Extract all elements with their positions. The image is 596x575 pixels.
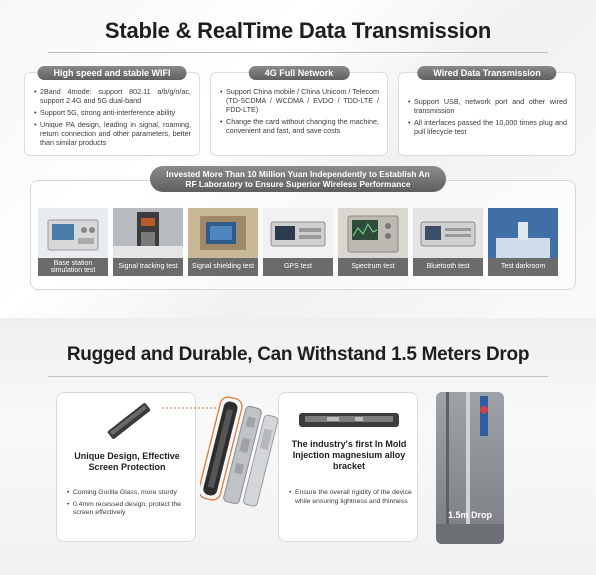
test-caption: Base station simulation test [38, 258, 108, 276]
test-tile-bluetooth [413, 208, 483, 276]
test-tile-signal-tracking [113, 208, 183, 276]
equipment-icon [38, 208, 108, 258]
test-caption: Bluetooth test [413, 258, 483, 276]
screen-heading: Unique Design, Effective Screen Protection [74, 451, 180, 472]
durability-divider [48, 376, 548, 377]
bullet: • Support USB, network port and other wired transmission [408, 97, 567, 115]
bullet: • Ensure the overall rigidity of the device while ensuring lightness and thinness [289, 489, 413, 506]
shield-box-icon [188, 208, 258, 258]
drop-label: 1.5m Drop [447, 510, 492, 520]
test-tile-spectrum [338, 208, 408, 276]
magnesium-bracket-card [278, 392, 418, 542]
test-caption: Spectrum test [338, 258, 408, 276]
bullet: • All interfaces passed the 10,000 times plug and pull lifecycle test [408, 118, 567, 136]
screen-bullets [67, 489, 191, 521]
rf-banner-line1: Invested More Than 10 Million Yuan Independently to Establish An [166, 169, 430, 179]
section-title: Stable & RealTime Data Transmission [104, 18, 492, 43]
bluetooth-tester-icon [413, 208, 483, 258]
bullet: • 0.4mm recessed design, protect the screen effectively [67, 501, 191, 518]
wifi-bullets [34, 87, 191, 147]
bullet: • Change the card without changing the machine, convenient and fast, and save costs [220, 117, 379, 135]
base-station-photo [38, 208, 108, 258]
rf-banner-line2: RF Laboratory to Ensure Superior Wireless Performance [185, 179, 411, 189]
drop-test-photo [436, 392, 504, 544]
gps-analyzer-icon [263, 208, 333, 258]
exploded-device-illustration [200, 394, 284, 520]
wired-bullets [408, 97, 567, 136]
anechoic-chamber-icon [488, 208, 558, 258]
gps-photo [263, 208, 333, 258]
wired-card [398, 68, 576, 156]
bullet: • Support China mobile / China Unicom / Telecom (TD-SCDMA / WCDMA / EVDO / TDD-LTE / FDD-LTE) [220, 87, 379, 114]
test-caption: Signal tracking test [113, 258, 183, 276]
rf-lab-banner [150, 166, 446, 192]
test-tile-base-station [38, 208, 108, 276]
signal-tracking-photo [113, 208, 183, 258]
bracket-heading: The industry's first In Mold Injection magnesium alloy bracket [291, 439, 407, 471]
bracket-bullets [289, 489, 413, 509]
signal-shielding-photo [188, 208, 258, 258]
wired-heading: Wired Data Transmission [417, 66, 556, 80]
lab-setup-icon [113, 208, 183, 258]
test-tile-signal-shielding [188, 208, 258, 276]
spectrum-photo [338, 208, 408, 258]
bluetooth-photo [413, 208, 483, 258]
test-tile-darkroom [488, 208, 558, 276]
drop-rig-icon [436, 392, 504, 544]
title-divider [48, 52, 548, 53]
4g-heading: 4G Full Network [249, 66, 350, 80]
bullet: • 2Band 4mode: support 802.11 a/b/g/n/ac, support 2.4G and 5G dual-band [34, 87, 191, 105]
glass-panel-icon [101, 401, 157, 441]
darkroom-photo [488, 208, 558, 258]
test-caption: GPS test [263, 258, 333, 276]
bracket-icon [297, 405, 401, 435]
spectrum-analyzer-icon [338, 208, 408, 258]
durability-title: Rugged and Durable, Can Withstand 1.5 Meters Drop [66, 344, 530, 365]
bullet: • Support 5G, strong anti-interference ability [34, 108, 191, 117]
4g-card [210, 68, 388, 156]
wifi-card [24, 68, 200, 156]
test-caption: Signal shielding test [188, 258, 258, 276]
4g-bullets [220, 87, 379, 135]
test-tile-gps [263, 208, 333, 276]
bullet: • Coming Gorilla Glass, more sturdy [67, 489, 191, 498]
wifi-heading: High speed and stable WIFI [37, 66, 186, 80]
bullet: • Unique PA design, leading in signal, roaming, return connection and other parameters, better than similar products [34, 120, 191, 147]
test-caption: Test darkroom [488, 258, 558, 276]
